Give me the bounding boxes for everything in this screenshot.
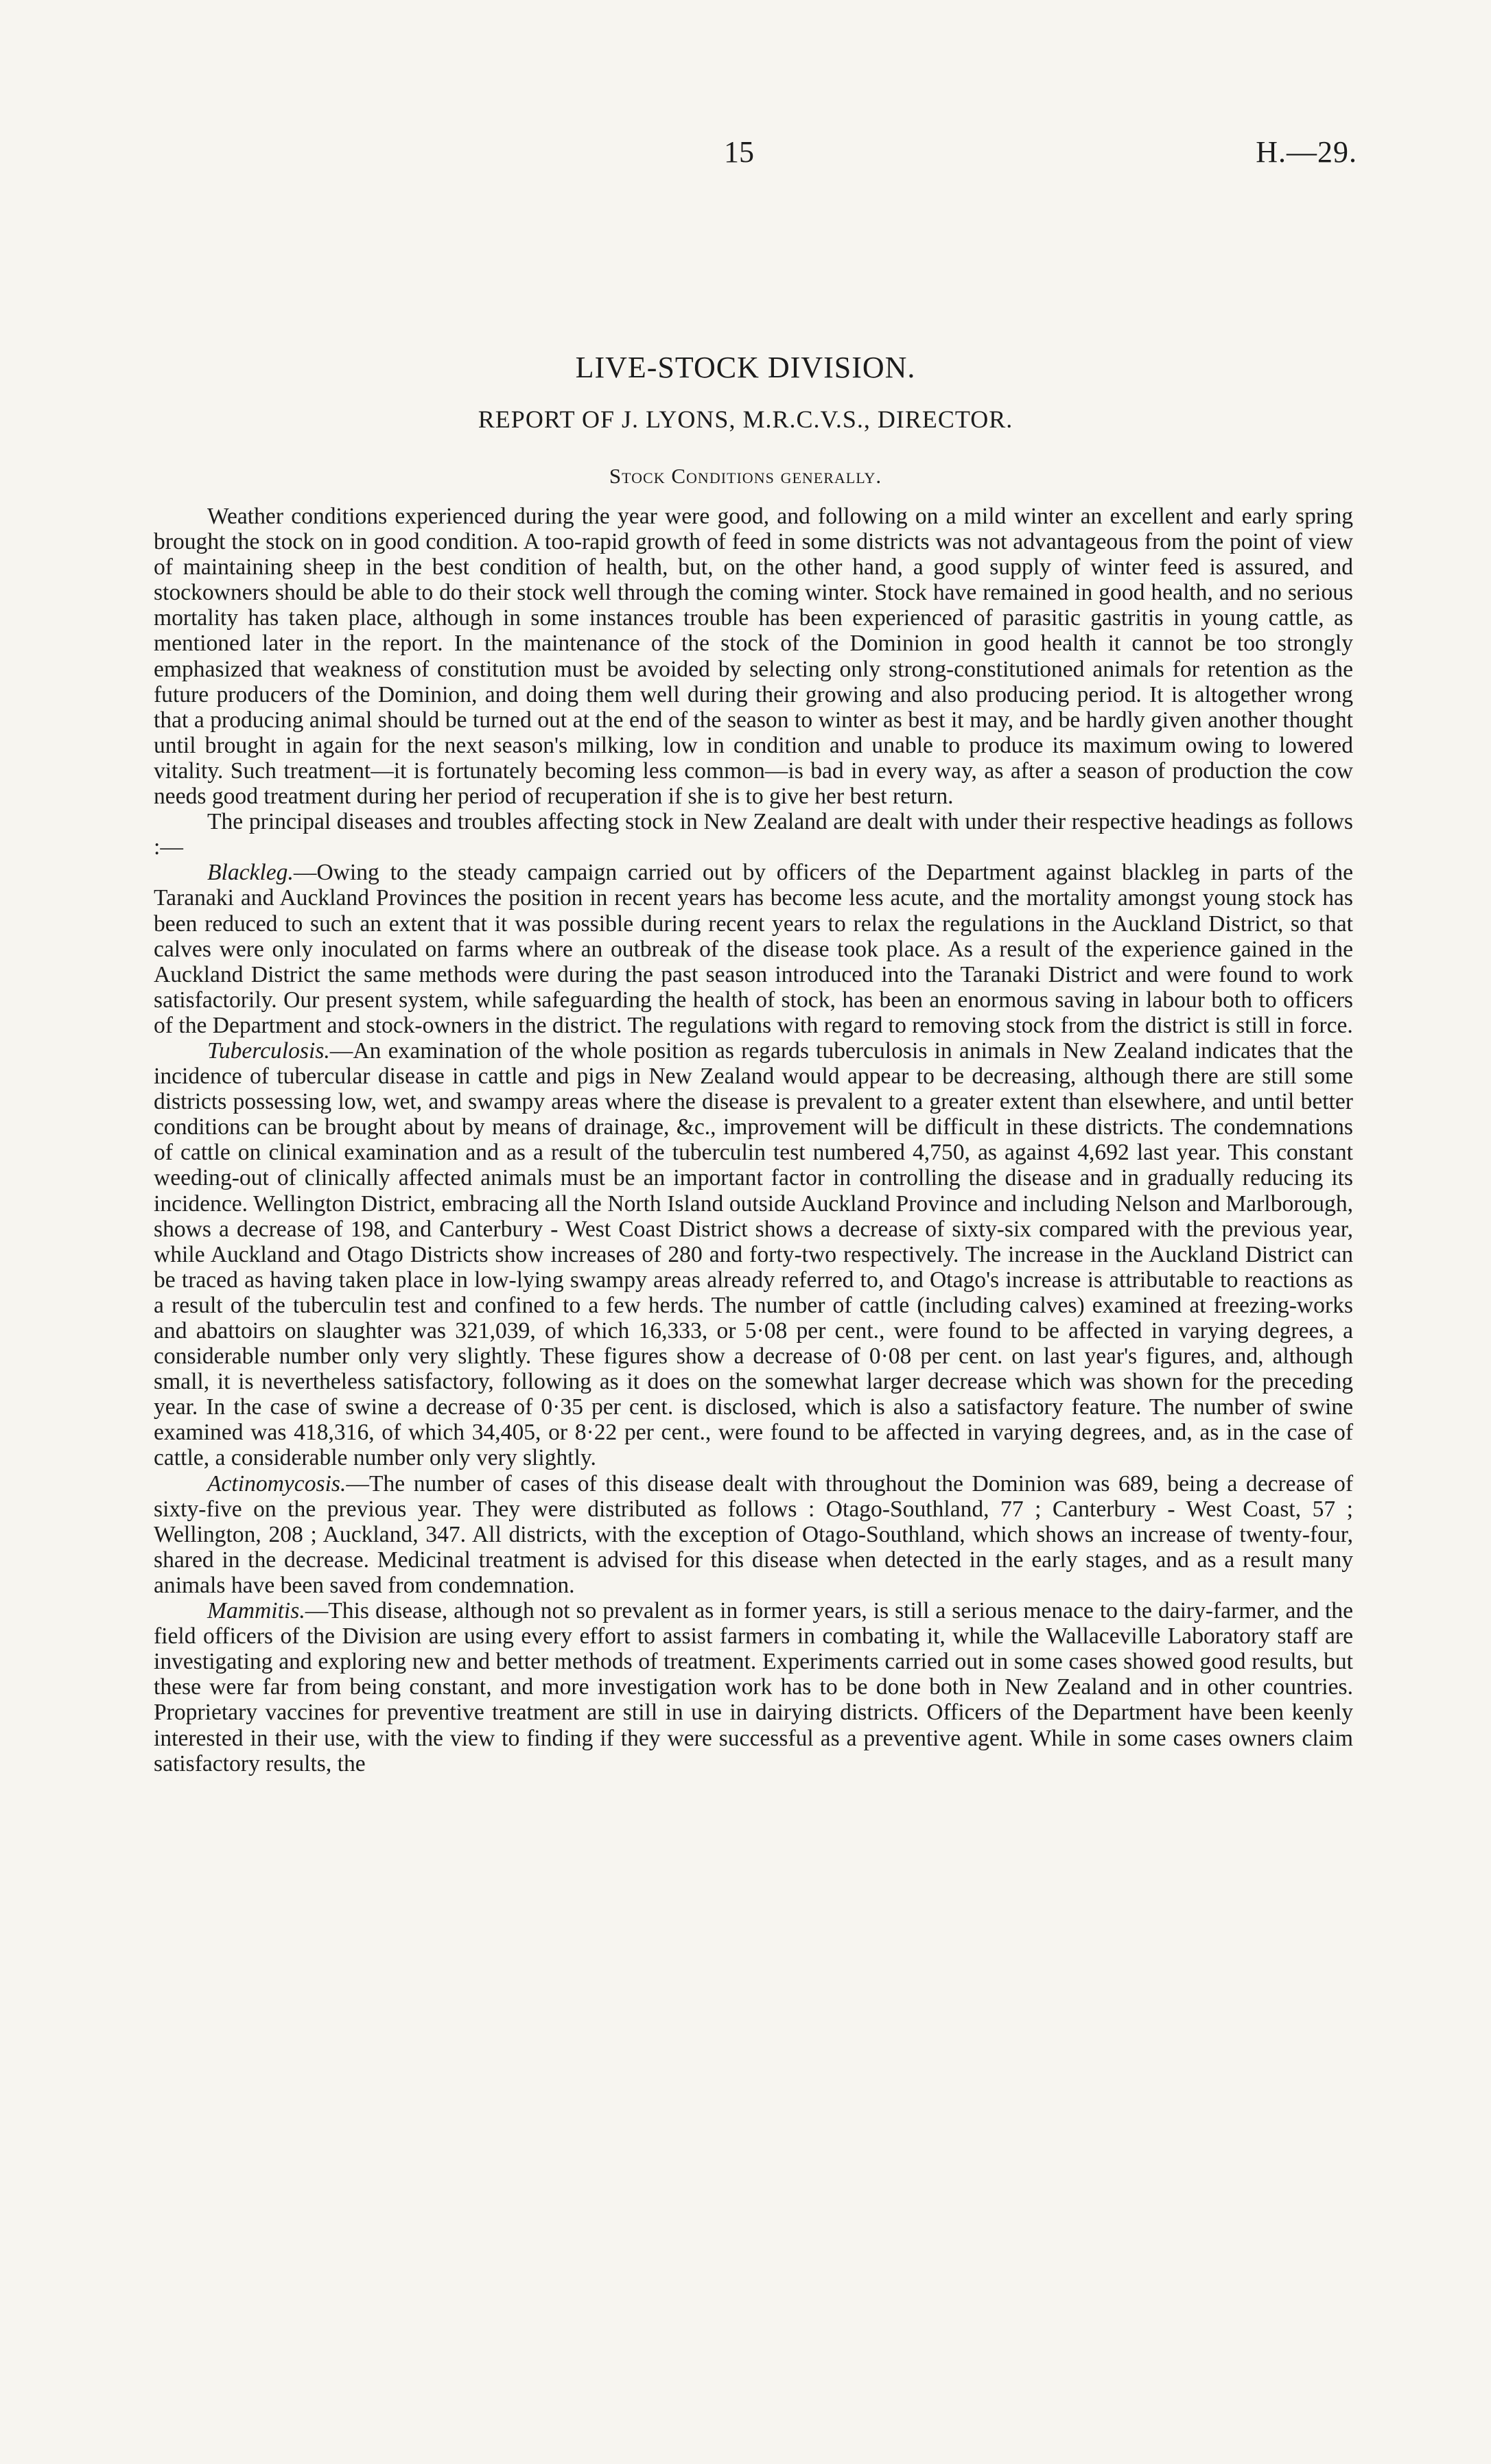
- report-body: [154, 504, 1353, 1776]
- paragraph-text: —The number of cases of this disease dealt with throughout the Dominion was 689, being a decrease of sixty-five on the previous year. They were distributed as follows : Otago-Southland, 77 ; Canterbury - West Coast, 57 ; Wellington, 208 ; Auckland, 347. All districts, with the exception of Otago-Southland, which shows an increase of twenty-four, shared in the decrease. Medicinal treatment is advised for this disease when detected in the early stages, and as a result many animals have been saved from condemnation.: [154, 1470, 1353, 1598]
- paragraph-lead-actinomycosis: Actinomycosis.: [207, 1470, 347, 1497]
- paragraph-text: —This disease, although not so prevalent as in former years, is still a serious menace to the dairy-farmer, and the field officers of the Division are using every effort to assist farmers in combating it, while the Wallaceville Laboratory staff are investigating and exploring new and better methods of treatment. Experiments carried out in some cases showed good results, but these were far from being constant, and more investigation work has to be done both in New Zealand and in other countries. Proprietary vaccines for preventive treatment are still in use in dairying districts. Officers of the Department have been keenly interested in their use, with the view to finding if they were successful as a preventive agent. While in some cases owners claim satisfactory results, the: [154, 1598, 1353, 1776]
- paragraph-lead-blackleg: Blackleg.: [207, 860, 294, 886]
- division-title: LIVE-STOCK DIVISION.: [575, 351, 916, 384]
- document-reference: H.—29.: [1256, 135, 1357, 169]
- page-header: [0, 134, 1491, 183]
- paragraph-text: —Owing to the steady campaign carried out by officers of the Department against blackleg in parts of the Taranaki and Auckland Provinces the position in recent years has become less acute, and the mortality amongst young stock has been reduced to such an extent that it was possible during recent years to relax the regulations in the Auckland District, so that calves were only inoculated on farms where an outbreak of the disease took place. As a result of the experience gained in the Auckland District the same methods were during the past season introduced into the Taranaki District and were found to work satisfactorily. Our present system, while safeguarding the health of stock, has been an enormous saving in labour both to officers of the Department and stock-owners in the district. The regulations with regard to removing stock from the district is still in force.: [154, 860, 1353, 1038]
- report-title: REPORT OF J. LYONS, M.R.C.V.S., DIRECTOR.: [478, 406, 1013, 433]
- paragraph-lead-mammitis: Mammitis.: [207, 1598, 305, 1624]
- paragraph-tuberculosis: [154, 1038, 1353, 1471]
- paragraph-blackleg: [154, 860, 1353, 1038]
- paragraph-actinomycosis: [154, 1471, 1353, 1598]
- paragraph-mammitis: [154, 1598, 1353, 1776]
- page-number: 15: [724, 135, 754, 169]
- paragraph-lead-tuberculosis: Tuberculosis.: [207, 1037, 330, 1064]
- section-heading: Stock Conditions generally.: [609, 464, 882, 488]
- paragraph-text: Weather conditions experienced during the year were good, and following on a mild winter an excellent and early spring brought the stock on in good condition. A too-rapid growth of feed in some districts was not advantageous from the point of view of maintaining sheep in the best condition of health, but, on the other hand, a good supply of winter feed is assured, and stockowners should be able to do their stock well through the coming winter. Stock have remained in good health, and no serious mortality has taken place, although in some instances trouble has been experienced of parasitic gastritis in young cattle, as mentioned later in the report. In the maintenance of the stock of the Dominion in good health it cannot be too strongly emphasized that weakness of constitution must be avoided by selecting only strong-constitutioned animals for retention as the future producers of the Dominion, and doing them well during their growing and also producing period. It is altogether wrong that a producing animal should be turned out at the end of the season to winter as best it may, and be hardly given another thought until brought in again for the next season's milking, low in condition and unable to produce its maximum owing to lowered vitality. Such treatment—it is fortunately becoming less common—is bad in every way, as after a season of production the cow needs good treatment during her period of recuperation if she is to give her best return.: [154, 504, 1353, 810]
- paragraph-stock-conditions: [154, 504, 1353, 809]
- paragraph-text: The principal diseases and troubles affecting stock in New Zealand are dealt with under their respective headings as follows :—: [154, 809, 1353, 860]
- paragraph-principal-diseases: [154, 809, 1353, 860]
- paragraph-text: —An examination of the whole position as regards tuberculosis in animals in New Zealand indicates that the incidence of tubercular disease in cattle and pigs in New Zealand would appear to be decreasing, although there are still some districts possessing low, wet, and swampy areas where the disease is prevalent to a greater extent than elsewhere, and until better conditions can be brought about by means of drainage, &c., improvement will be difficult in these districts. The condemnations of cattle on clinical examination and as a result of the tuberculin test numbered 4,750, as against 4,692 last year. This constant weeding-out of clinically affected animals must be an important factor in controlling the disease and in gradually reducing its incidence. Wellington District, embracing all the North Island outside Auckland Province and including Nelson and Marlborough, shows a decrease of 198, and Canterbury - West Coast District shows a decrease of sixty-six compared with the previous year, while Auckland and Otago Districts show increases of 280 and forty-two respectively. The increase in the Auckland District can be traced as having taken place in low-lying swampy areas already referred to, and Otago's increase is attributable to reactions as a result of the tuberculin test and confined to a few herds. The number of cattle (including calves) examined at freezing-works and abattoirs on slaughter was 321,039, of which 16,333, or 5·08 per cent., were found to be affected in varying degrees, a considerable number only very slightly. These figures show a decrease of 0·08 per cent. on last year's figures, and, although small, it is nevertheless satisfactory, following as it does on the somewhat larger decrease which was shown for the preceding year. In the case of swine a decrease of 0·35 per cent. is disclosed, which is also a satisfactory feature. The number of swine examined was 418,316, of which 34,405, or 8·22 per cent., were found to be affected in varying degrees, and, as in the case of cattle, a considerable number only very slightly.: [154, 1037, 1353, 1471]
